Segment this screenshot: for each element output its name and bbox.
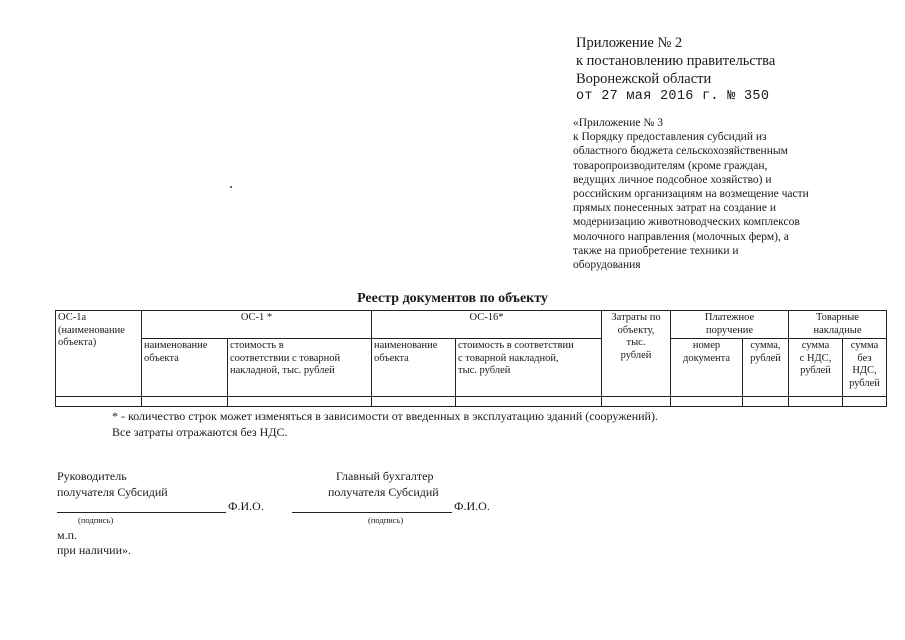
signature-accountant-label-2: получателя Субсидий <box>328 485 439 499</box>
appendix-line: прямых понесенных затрат на создание и <box>573 202 776 215</box>
subheader-line: стоимость в <box>230 340 284 351</box>
header-line-1: Приложение № 2 <box>576 35 683 51</box>
subheader-line: НДС, <box>852 365 877 376</box>
header-costs-line: Затраты по <box>611 312 661 323</box>
table-cell <box>671 397 743 407</box>
subheader-line: наименование <box>374 340 438 351</box>
header-costs-line: тыс. <box>626 337 646 348</box>
header-costs <box>602 311 671 397</box>
table-subheader-row <box>56 339 887 397</box>
signature-hint-accountant: (подпись) <box>368 515 404 525</box>
header-os1-label: ОС-1 * <box>240 312 273 323</box>
appendix-line: ведущих личное подсобное хозяйство) и <box>573 173 772 186</box>
appendix-line: областного бюджета сельскохозяйственным <box>573 145 788 158</box>
table-cell <box>142 397 228 407</box>
subheader-line: рублей <box>849 377 880 389</box>
header-payment-line: поручение <box>705 324 754 336</box>
appendix-line: молочного направления (молочных ферм), а <box>573 230 789 243</box>
subheader-line: с НДС, <box>799 352 832 364</box>
subheader-line: сумма <box>850 340 879 351</box>
subheader-cost-2 <box>456 339 602 397</box>
table-cell <box>789 397 843 407</box>
subheader-line: тыс. рублей <box>458 365 511 376</box>
appendix-line: оборудования <box>573 259 641 272</box>
header-costs-line: рублей <box>620 349 652 361</box>
footnote-rows: * - количество строк может изменяться в зависимости от введенных в эксплуатацию зданий (сооружений). <box>112 409 658 423</box>
appendix-header <box>576 34 775 106</box>
appendix-line: товаропроизводителям (кроме граждан, <box>573 159 768 172</box>
appendix-line: российским организациям на возмещение части <box>573 188 809 201</box>
table-cell <box>56 397 142 407</box>
subheader-line: сумма <box>801 340 830 351</box>
subheader-sum-novat <box>843 339 887 397</box>
header-os1 <box>142 311 372 339</box>
table-cell <box>843 397 887 407</box>
header-invoices-line: накладные <box>813 324 862 336</box>
subheader-line: соответствии с товарной <box>230 352 341 364</box>
subheader-line: с товарной накладной, <box>458 352 559 364</box>
header-os1a <box>56 311 142 397</box>
header-os16 <box>372 311 602 339</box>
appendix-line: модернизацию животноводческих комплексов <box>573 216 800 229</box>
subheader-object-name-2 <box>372 339 456 397</box>
header-payment-line: Платежное <box>704 312 755 323</box>
subheader-line: сумма, <box>750 340 781 351</box>
signature-head-label-2: получателя Субсидий <box>57 485 168 499</box>
header-line-4: от 27 мая 2016 г. № 350 <box>576 89 770 104</box>
subheader-line: номер <box>692 340 721 351</box>
signature-line-accountant <box>292 512 452 513</box>
stamp-place: м.п. <box>57 528 78 542</box>
subheader-line: наименование <box>144 340 208 351</box>
subheader-object-name <box>142 339 228 397</box>
header-os16-label: ОС-16* <box>469 312 504 323</box>
registry-table <box>55 310 887 407</box>
subheader-sum-vat <box>789 339 843 397</box>
subheader-line: накладной, тыс. рублей <box>230 365 335 376</box>
header-invoices <box>789 311 887 339</box>
table-cell <box>743 397 789 407</box>
subheader-sum <box>743 339 789 397</box>
header-os1a-line: объекта) <box>58 337 97 348</box>
subheader-line: рублей <box>750 352 781 364</box>
table-cell <box>372 397 456 407</box>
appendix-line: также на приобретение техники и <box>573 244 739 257</box>
appendix-3-text <box>573 116 809 272</box>
subheader-line: без <box>857 352 872 364</box>
header-line-2: к постановлению правительства <box>576 53 776 69</box>
table-header-row <box>56 311 887 339</box>
table-cell <box>456 397 602 407</box>
appendix-line: «Приложение № 3 <box>573 117 663 129</box>
subheader-line: документа <box>683 352 730 364</box>
subheader-cost <box>228 339 372 397</box>
fio-accountant: Ф.И.О. <box>454 499 490 513</box>
header-payment <box>671 311 789 339</box>
header-os1a-line: ОС-1а <box>58 312 87 323</box>
subheader-line: объекта <box>374 352 409 364</box>
table-row <box>56 397 887 407</box>
header-invoices-line: Товарные <box>816 312 859 323</box>
stamp-if-available: при наличии». <box>57 543 131 557</box>
signature-line-head <box>57 512 226 513</box>
signature-head-label-1: Руководитель <box>57 469 127 483</box>
subheader-line: рублей <box>800 365 831 376</box>
table-cell <box>602 397 671 407</box>
signature-hint-head: (подпись) <box>78 515 114 525</box>
table-cell <box>228 397 372 407</box>
signature-accountant-label-1: Главный бухгалтер <box>336 469 434 483</box>
fio-head: Ф.И.О. <box>228 499 264 513</box>
header-os1a-line: (наименование <box>58 324 125 336</box>
header-line-3: Воронежской области <box>576 71 712 87</box>
subheader-line: стоимость в соответствии <box>458 340 574 351</box>
appendix-line: к Порядку предоставления субсидий из <box>573 131 767 144</box>
header-costs-line: объекту, <box>617 324 655 336</box>
scan-dot <box>230 186 232 188</box>
subheader-line: объекта <box>144 352 179 364</box>
footnote-vat: Все затраты отражаются без НДС. <box>112 425 288 439</box>
registry-title: Реестр документов по объекту <box>357 291 548 306</box>
subheader-doc-number <box>671 339 743 397</box>
